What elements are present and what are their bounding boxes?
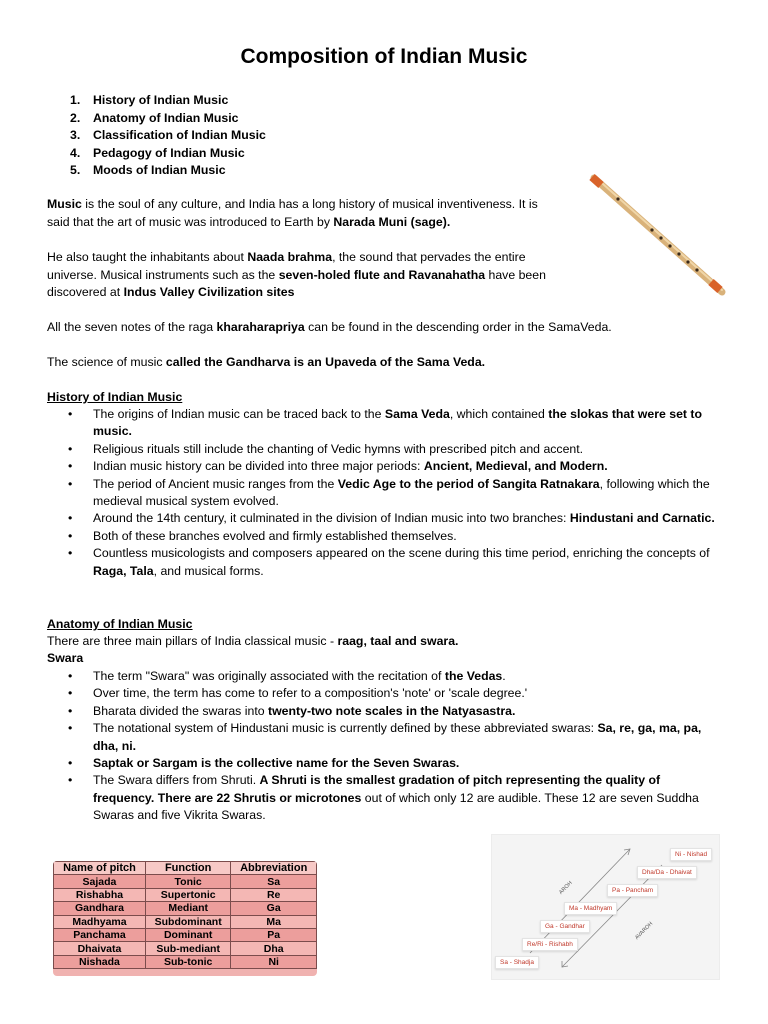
text: The period of Ancient music ranges from the	[93, 476, 338, 491]
text: said that the art of music was introduced to Earth by	[47, 214, 334, 229]
table-cell: Panchama	[54, 928, 146, 941]
page-title: Composition of Indian Music	[240, 45, 528, 68]
bold-term: Ancient, Medieval, and Modern.	[423, 459, 608, 474]
bold-term: Vedic Age to the period of Sangita Ratnakara	[337, 476, 600, 491]
list-item	[93, 510, 721, 527]
pitch-table-image	[53, 861, 317, 976]
pitch-table	[53, 861, 317, 969]
list-item	[93, 720, 721, 755]
table-header-row	[54, 862, 317, 875]
text: The notational system of Hindustani music is currently defined by these abbreviated swaras:	[93, 721, 598, 736]
toc-number: 5.	[70, 163, 81, 177]
note-tag-pa: Pa - Pancham	[607, 884, 658, 897]
toc-item	[70, 110, 266, 128]
note-tag-ga: Ga - Gandhar	[540, 920, 590, 933]
swara-bullet-list	[93, 668, 721, 825]
text: , following which the medieval musical system evolved.	[93, 476, 710, 509]
list-item	[93, 458, 721, 475]
section-heading-history: History of Indian Music	[47, 390, 183, 404]
text: , the sound that pervades the entire	[332, 250, 526, 264]
toc-number: 2.	[70, 110, 81, 125]
table-cell: Madhyama	[54, 915, 146, 928]
toc-item	[70, 145, 266, 163]
bold-term: Sa, re, ga, ma, pa, dha, ni.	[93, 721, 702, 753]
note-tag-sa: Sa - Shadja	[495, 956, 539, 969]
text: discovered at	[47, 285, 124, 300]
text: He also taught the inhabitants about	[47, 250, 248, 264]
toc-label: Pedagogy of Indian Music	[93, 145, 245, 160]
table-row	[54, 902, 317, 915]
bold-term: raag, taal and swara.	[337, 634, 459, 648]
table-cell: Dha	[231, 942, 317, 955]
text: Over time, the term has come to refer to a composition's 'note' or 'scale degree.'	[93, 686, 528, 701]
table-cell: Sub-tonic	[145, 955, 230, 968]
text: out of which only 12 are audible. These 12 are seven Suddha Swaras and five Vikrita Swaras.	[93, 790, 699, 823]
text: , and musical forms.	[153, 563, 264, 578]
text: is the soul of any culture, and India has a long history of musical inventiveness. It is	[81, 197, 538, 211]
table-cell: Supertonic	[145, 888, 230, 901]
table-row	[54, 875, 317, 888]
intro-paragraph-4	[47, 354, 727, 372]
intro-paragraph-2	[47, 249, 567, 302]
table-cell: Gandhara	[54, 902, 146, 915]
text: Both of these branches evolved and firmly established themselves.	[93, 528, 457, 543]
bold-term: Narada Muni (sage).	[333, 214, 451, 229]
table-cell: Pa	[231, 928, 317, 941]
table-row	[54, 915, 317, 928]
bold-term: the slokas that were set to music.	[93, 407, 703, 439]
table-cell: Sa	[231, 875, 317, 888]
history-bullet-list	[93, 406, 721, 580]
list-item	[93, 528, 721, 545]
column-header: Name of pitch	[54, 862, 146, 875]
bold-term: Sama Veda	[384, 407, 450, 421]
toc-label: Anatomy of Indian Music	[93, 110, 239, 125]
table-cell: Tonic	[145, 875, 230, 888]
table-cell: Sajada	[54, 875, 146, 888]
list-item	[93, 703, 721, 720]
text: All the seven notes of the raga	[47, 320, 217, 334]
text: have been	[485, 267, 546, 282]
table-row	[54, 928, 317, 941]
anatomy-intro	[47, 633, 458, 651]
list-item	[93, 441, 721, 458]
text: There are three main pillars of India classical music -	[47, 634, 338, 648]
toc-label: Moods of Indian Music	[93, 163, 226, 177]
list-item	[93, 772, 721, 824]
table-cell: Sub-mediant	[145, 942, 230, 955]
section-heading-anatomy: Anatomy of Indian Music	[47, 617, 193, 631]
list-item	[93, 545, 721, 580]
text: The term "Swara" was originally associated with the recitation of	[93, 669, 445, 683]
bold-term: seven-holed flute and Ravanahatha	[278, 267, 486, 282]
aroh-label: AROH	[558, 880, 574, 896]
table-cell: Dominant	[145, 928, 230, 941]
toc-number: 4.	[70, 145, 81, 160]
text: Countless musicologists and composers appeared on the scene during this time period, enriching the concepts of	[93, 546, 710, 561]
toc-item	[70, 127, 266, 145]
table-cell: Ni	[231, 955, 317, 968]
table-cell: Re	[231, 888, 317, 901]
bold-term: Saptak or Sargam is the collective name for the Seven Swaras.	[93, 756, 460, 771]
table-of-contents	[70, 92, 266, 180]
text: .	[502, 669, 506, 683]
table-row	[54, 888, 317, 901]
text: The Swara differs from Shruti.	[93, 773, 260, 788]
table-cell: Subdominant	[145, 915, 230, 928]
table-cell: Dhaivata	[54, 942, 146, 955]
text: The origins of Indian music can be traced back to the	[93, 407, 385, 421]
note-tag-dha: Dha/Da - Dhaivat	[637, 866, 697, 879]
toc-item	[70, 92, 266, 110]
text: Religious rituals still include the chanting of Vedic hymns with prescribed pitch and accent.	[93, 441, 584, 456]
table-cell: Ga	[231, 902, 317, 915]
list-item	[93, 668, 721, 685]
note-tag-re: Re/Ri - Rishabh	[522, 938, 578, 951]
toc-item	[70, 162, 266, 180]
table-cell: Nishada	[54, 955, 146, 968]
intro-paragraph-1	[47, 196, 567, 231]
text: can be found in the descending order in the SamaVeda.	[304, 320, 612, 334]
note-tag-ma: Ma - Madhyam	[564, 902, 617, 915]
text: Bharata divided the swaras into	[93, 703, 268, 718]
toc-number: 1.	[70, 93, 81, 107]
list-item	[93, 406, 721, 441]
column-header: Function	[145, 862, 230, 875]
toc-label: History of Indian Music	[93, 93, 229, 107]
toc-number: 3.	[70, 128, 81, 142]
table-row	[54, 942, 317, 955]
column-header: Abbreviation	[231, 862, 317, 875]
table-row	[54, 955, 317, 968]
text: The science of music	[47, 355, 166, 369]
intro-paragraph-3	[47, 319, 727, 337]
bold-term: Indus Valley Civilization sites	[123, 285, 295, 300]
avaroh-label: AVAROH	[634, 920, 655, 942]
flute-image	[588, 170, 728, 298]
bold-term: the Vedas	[444, 669, 503, 683]
table-cell: Mediant	[145, 902, 230, 915]
bold-term: called the Gandharva is an Upaveda of the Sama Veda.	[165, 355, 486, 369]
text: Around the 14th century, it culminated in the division of Indian music into two branches:	[93, 511, 570, 526]
subheading-swara: Swara	[47, 651, 84, 665]
table-cell: Ma	[231, 915, 317, 928]
bold-term: Raga, Tala	[93, 563, 154, 578]
note-tag-ni: Ni - Nishad	[670, 848, 712, 861]
text: , which contained	[449, 407, 549, 421]
bold-term: Music	[47, 197, 82, 211]
list-item	[93, 755, 721, 772]
bold-term: kharaharapriya	[216, 320, 305, 334]
scale-diagram-image	[491, 834, 720, 980]
text: universe. Musical instruments such as the	[47, 267, 279, 282]
bold-term: Naada brahma	[247, 250, 333, 264]
bold-term: twenty-two note scales in the Natyasastra.	[268, 703, 516, 718]
text: Indian music history can be divided into three major periods:	[93, 459, 424, 474]
toc-label: Classification of Indian Music	[93, 128, 266, 142]
bold-term: Hindustani and Carnatic.	[569, 511, 715, 526]
list-item	[93, 476, 721, 511]
table-cell: Rishabha	[54, 888, 146, 901]
list-item	[93, 685, 721, 702]
bold-term: A Shruti is the smallest gradation of pitch representing the quality of frequency. There are 22 Shrutis or microtones	[93, 773, 661, 805]
